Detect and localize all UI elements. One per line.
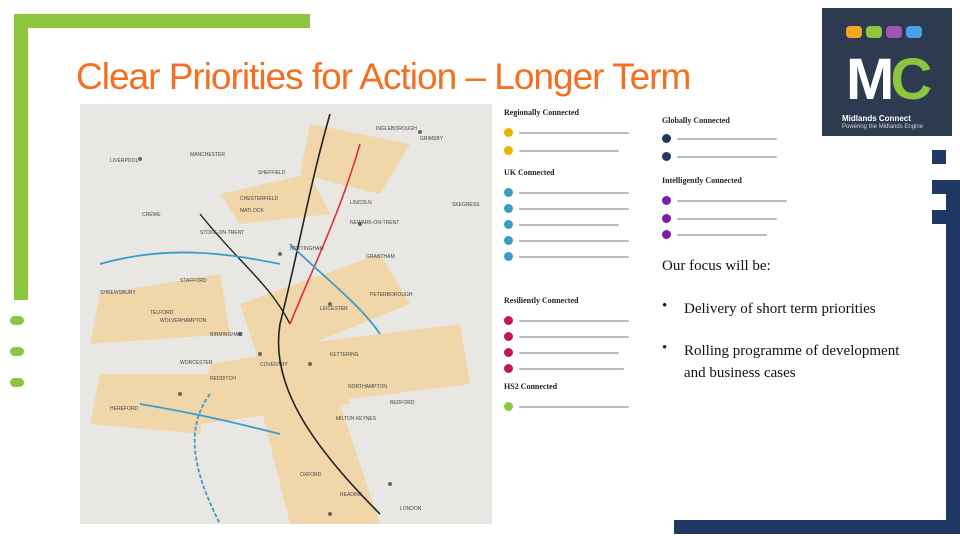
legend-item [504, 402, 629, 411]
legend-item [504, 236, 629, 245]
svg-text:OXFORD: OXFORD [300, 472, 322, 478]
logo-mark: MC [846, 47, 929, 112]
legend-item [504, 188, 629, 197]
legend-heading-resiliently-connected: Resiliently Connected [504, 296, 579, 305]
svg-text:BIRMINGHAM: BIRMINGHAM [210, 332, 243, 338]
svg-text:REDDITCH: REDDITCH [210, 376, 236, 382]
navy-frame-bottom [674, 520, 960, 534]
legend-item [504, 332, 629, 341]
svg-text:GRANTHAM: GRANTHAM [366, 254, 395, 260]
legend-item [504, 146, 619, 155]
svg-text:LONDON: LONDON [400, 506, 422, 512]
legend-item [662, 214, 777, 223]
svg-text:SHREWSBURY: SHREWSBURY [100, 290, 136, 296]
svg-text:SKEGNESS: SKEGNESS [452, 202, 480, 208]
legend-item [662, 196, 787, 205]
svg-text:HEREFORD: HEREFORD [110, 406, 139, 412]
svg-text:CHESTERFIELD: CHESTERFIELD [240, 196, 279, 202]
svg-text:MATLOCK: MATLOCK [240, 208, 264, 214]
svg-text:MANCHESTER: MANCHESTER [190, 152, 226, 158]
green-frame-left [14, 14, 28, 300]
bullet-marker: • [662, 298, 668, 314]
svg-text:NOTTINGHAM: NOTTINGHAM [290, 246, 324, 252]
svg-text:READING: READING [340, 492, 363, 498]
bullet-text: Delivery of short term priorities [684, 301, 876, 317]
svg-text:LIVERPOOL: LIVERPOOL [110, 158, 139, 164]
legend-item [504, 348, 619, 357]
legend-item [504, 204, 629, 213]
svg-text:COVENTRY: COVENTRY [260, 362, 288, 368]
svg-text:WORCESTER: WORCESTER [180, 360, 213, 366]
bullet-marker: • [662, 340, 668, 356]
svg-text:STAFFORD: STAFFORD [180, 278, 207, 284]
legend-item [504, 252, 629, 261]
svg-text:TELFORD: TELFORD [150, 310, 174, 316]
navy-frame-right [946, 180, 960, 520]
svg-text:SHEFFIELD: SHEFFIELD [258, 170, 286, 176]
svg-text:NORTHAMPTON: NORTHAMPTON [348, 384, 387, 390]
legend-item [662, 134, 777, 143]
slide-title: Clear Priorities for Action – Longer Term [76, 56, 691, 97]
legend-item [504, 364, 624, 373]
navy-squares-decoration [932, 150, 946, 240]
legend-item [504, 316, 629, 325]
legend-item [504, 128, 629, 137]
midlands-connect-logo [822, 8, 952, 136]
logo-name: Midlands Connect [842, 114, 911, 123]
legend-heading-uk-connected: UK Connected [504, 168, 555, 177]
green-dots-decoration [10, 316, 24, 409]
svg-text:GRIMSBY: GRIMSBY [420, 136, 444, 142]
svg-text:CREWE: CREWE [142, 212, 161, 218]
legend-item [504, 220, 619, 229]
legend-heading-regionally-connected: Regionally Connected [504, 108, 579, 117]
legend-item [662, 152, 777, 161]
svg-text:LEICESTER: LEICESTER [320, 306, 348, 312]
focus-heading: Our focus will be: [662, 258, 771, 274]
svg-text:STOKE-ON-TRENT: STOKE-ON-TRENT [200, 230, 245, 236]
svg-text:BEDFORD: BEDFORD [390, 400, 415, 406]
legend-heading-globally-connected: Globally Connected [662, 116, 730, 125]
svg-text:LINCOLN: LINCOLN [350, 200, 372, 206]
logo-mode-icons [846, 26, 922, 38]
bullet-text: Rolling programme of development and business cases [684, 343, 900, 381]
svg-text:PETERBOROUGH: PETERBOROUGH [370, 292, 413, 298]
svg-text:WOLVERHAMPTON: WOLVERHAMPTON [160, 318, 207, 324]
legend-heading-hs2-connected: HS2 Connected [504, 382, 558, 391]
legend-heading-intelligently-connected: Intelligently Connected [662, 176, 742, 185]
svg-text:KETTERING: KETTERING [330, 352, 359, 358]
legend-item [662, 230, 767, 239]
midlands-map [80, 104, 492, 524]
green-frame-top [28, 14, 310, 28]
svg-text:MILTON KEYNES: MILTON KEYNES [336, 416, 377, 422]
svg-text:INGLEBOROUGH: INGLEBOROUGH [376, 126, 417, 132]
svg-text:NEWARK-ON-TRENT: NEWARK-ON-TRENT [350, 220, 400, 226]
logo-tagline: Powering the Midlands Engine [842, 124, 924, 130]
